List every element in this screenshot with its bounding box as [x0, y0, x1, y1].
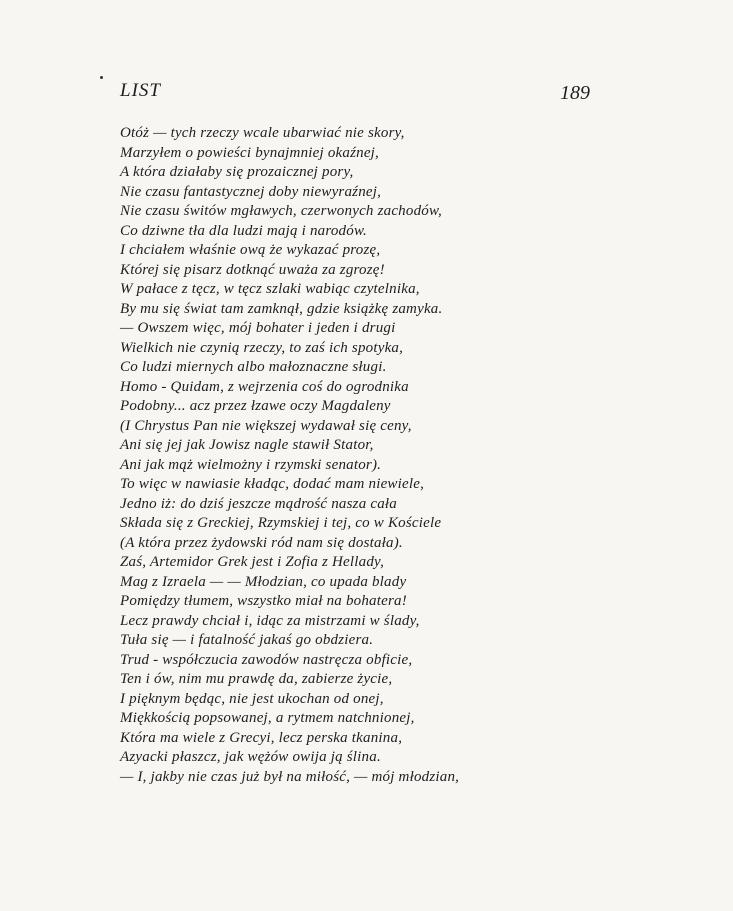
poem-line: (I Chrystus Pan nie większej wydawał się ceny, — [120, 417, 412, 434]
poem-line: Podobny... acz przez łzawe oczy Magdaleny — [120, 398, 391, 414]
poem-line: Co ludzi miernych albo małoznaczne sługi. — [120, 359, 387, 375]
poem-line: By mu się świat tam zamknął, gdzie książkę zamyka. — [120, 300, 443, 317]
poem-line: Jedno iż: do dziś jeszcze mądrość nasza cała — [120, 495, 397, 512]
poem-line: I pięknym będąc, nie jest ukochan od onej, — [120, 690, 384, 707]
running-title: LIST — [120, 80, 161, 101]
poem-line: Mag z Izraela — — Młodzian, co upada blady — [120, 573, 407, 590]
poem-line: Zaś, Artemidor Grek jest i Zofia z Hellady, — [120, 554, 385, 570]
poem-line: Która ma wiele z Grecyi, lecz perska tkanina, — [120, 729, 403, 746]
poem-line: Co dziwne tła dla ludzi mają i narodów. — [120, 222, 367, 239]
poem-line: Miękkością popsowanej, a rytmem natchnionej, — [120, 710, 415, 726]
poem-line: Otóż — tych rzeczy wcale ubarwiać nie skory, — [120, 125, 405, 141]
poem-line: A która działaby się prozaicznej pory, — [120, 164, 354, 180]
poem-line: Pomiędzy tłumem, wszystko miał na bohatera! — [120, 593, 407, 609]
page-header — [120, 80, 590, 108]
poem-line: Ani się jej jak Jowisz nagle stawił Stator, — [120, 437, 374, 453]
poem-line: Azyacki płaszcz, jak wężów owija ją ślina. — [120, 749, 381, 765]
poem-line: W pałace z tęcz, w tęcz szlaki wabiąc czytelnika, — [120, 281, 420, 297]
poem-line: Ten i ów, nim mu prawdę da, zabierze życie, — [120, 671, 393, 687]
poem-line: Wielkich nie czynią rzeczy, to zaś ich spotyka, — [120, 339, 404, 356]
page-number: 189 — [560, 82, 590, 104]
poem-line: (A która przez żydowski ród nam się dostała). — [120, 534, 403, 551]
poem-line: — I, jakby nie czas już był na miłość, — mój młodzian, — [120, 768, 460, 785]
poem-line: Nie czasu świtów mgławych, czerwonych zachodów, — [120, 203, 443, 219]
poem-line: Tuła się — i fatalność jakaś go obdziera. — [120, 632, 374, 648]
poem-line: Nie czasu fantastycznej doby niewyraźnej, — [120, 183, 382, 200]
poem-line: Lecz prawdy chciał i, idąc za mistrzami w ślady, — [120, 612, 420, 629]
poem-line: Składa się z Greckiej, Rzymskiej i tej, co w Kościele — [120, 515, 442, 531]
poem-line: I chciałem właśnie ową że wykazać prozę, — [120, 242, 381, 258]
poem-line: Ani jak mąż wielmożny i rzymski senator). — [120, 456, 382, 473]
poem-line: To więc w nawiasie kładąc, dodać mam niewiele, — [120, 476, 425, 492]
poem-line: Trud - współczucia zawodów nastręcza obficie, — [120, 651, 413, 668]
poem-line: Marzyłem o powieści bynajmniej okaźnej, — [120, 144, 379, 161]
poem-line: Homo - Quidam, z wejrzenia coś do ogrodnika — [120, 378, 409, 395]
poem-line: — Owszem więc, mój bohater i jeden i drugi — [120, 320, 396, 336]
poem-text — [120, 124, 590, 787]
printer-mark — [100, 76, 103, 79]
poem-line: Której się pisarz dotknąć uważa za zgrozę! — [120, 261, 385, 278]
